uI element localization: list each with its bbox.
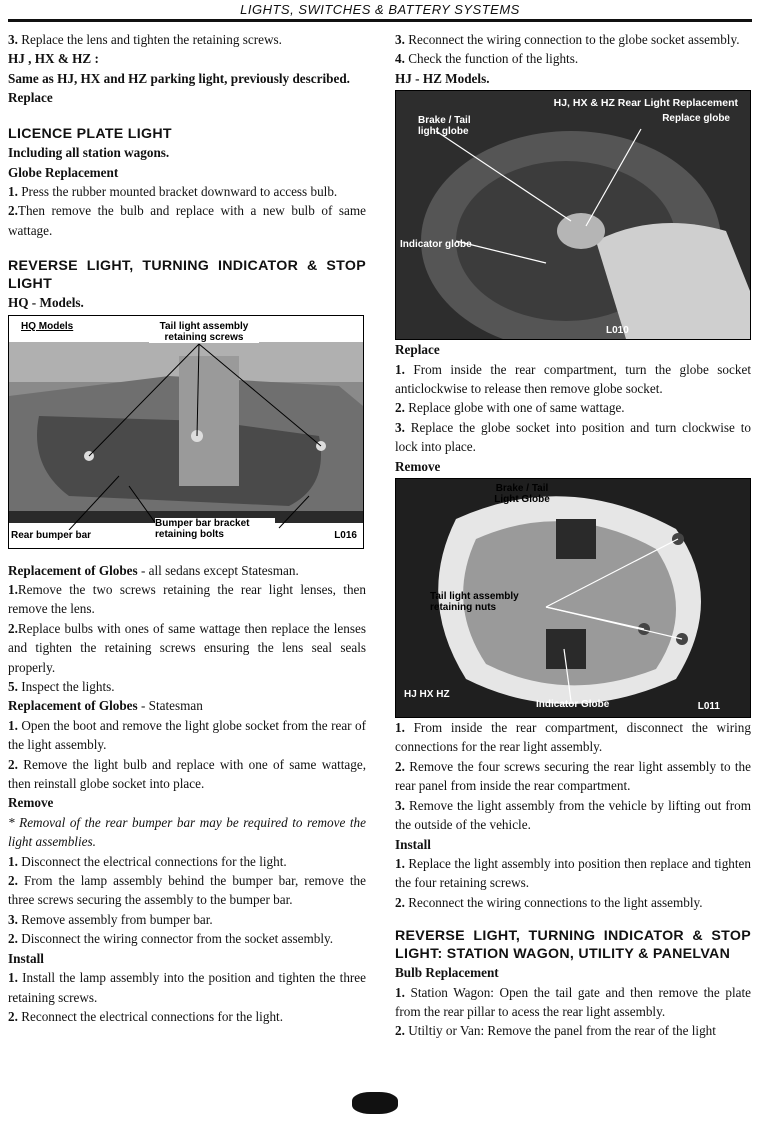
brake-tail-label: Brake / Tail light globe	[418, 115, 471, 138]
step: 2. From the lamp assembly behind the bumper bar, remove the three screws securing the assembly to the bumper bar.	[8, 873, 367, 908]
subheading-install: Install	[395, 836, 431, 852]
figure-l011	[395, 478, 751, 718]
figure-corner-label: HQ Models	[21, 320, 74, 332]
step: 2. Disconnect the wiring connector from the socket assembly.	[8, 931, 334, 947]
note-hj: Same as HJ, HX and HZ parking light, previously described.	[8, 70, 350, 86]
step: 2. Replace globe with one of same wattage.	[395, 400, 625, 416]
header-title: LIGHTS, SWITCHES & BATTERY SYSTEMS	[240, 2, 520, 17]
figure-code: L010	[606, 325, 629, 337]
step: 1. From inside the rear compartment, turn the globe socket anticlockwise to release then remove globe socket.	[395, 361, 751, 397]
replacement-heading-statesman: Replacement of Globes - Statesman	[8, 698, 203, 714]
step: 2.Then remove the bulb and replace with a new bulb of same wattage.	[8, 203, 366, 238]
page-header	[0, 0, 760, 22]
figure-l016-drawing	[9, 316, 363, 548]
subheading-install: Install	[8, 950, 44, 966]
section-heading-reverse: REVERSE LIGHT, TURNING INDICATOR & STOP LIGHT	[8, 258, 366, 292]
left-column	[8, 30, 366, 1026]
step: 1.Remove the two screws retaining the rear light lenses, then remove the lens.	[8, 581, 366, 617]
subheading-replace: Replace	[395, 342, 440, 358]
models-label: HJ HX HZ	[404, 689, 450, 701]
step: 2. Reconnect the wiring connections to the light assembly.	[395, 894, 703, 910]
figure-l016	[8, 315, 364, 549]
step: 2. Reconnect the electrical connections for the light.	[8, 1008, 283, 1024]
step: 1. Station Wagon: Open the tail gate and then remove the plate from the rear pillar to acess the rear light assembly.	[395, 984, 751, 1019]
brake-tail-label: Brake / Tail Light Globe	[494, 483, 550, 506]
replace-globe-label: Replace globe	[662, 113, 730, 125]
subheading-remove: Remove	[8, 795, 54, 811]
step: 2.Replace bulbs with ones of same wattage then replace the lenses and tighten the retaining screws ensuring the lens seal seals properly.	[8, 620, 366, 675]
step: 3. Remove the light assembly from the vehicle by lifting out from the outside of the vehicle.	[395, 797, 752, 833]
figure-code: L016	[334, 529, 357, 541]
subheading-replace: Replace	[8, 90, 53, 106]
step: 1. Disconnect the electrical connections for the light.	[8, 853, 287, 869]
step: 1. From inside the rear compartment, disconnect the wiring connections for the rear light assembly.	[395, 720, 751, 755]
step: 2. Remove the four screws securing the rear light assembly to the rear panel from inside the rear compartment.	[395, 758, 752, 794]
step: 4. Check the function of the lights.	[395, 51, 579, 67]
header-rule	[8, 19, 752, 22]
replacement-heading: Replacement of Globes - all sedans except Statesman.	[8, 562, 299, 578]
tail-nuts-label: Tail light assembly retaining nuts	[430, 591, 519, 614]
tail-light-label: Tail light assembly retaining screws	[149, 321, 259, 343]
subheading-bulb-replacement: Bulb Replacement	[395, 965, 499, 981]
step: 3. Reconnect the wiring connection to the globe socket assembly.	[395, 32, 740, 47]
bracket-bolts-label: Bumper bar bracket retaining bolts	[155, 518, 275, 540]
subheading-hj: HJ , HX & HZ :	[8, 51, 99, 67]
removal-note: * Removal of the rear bumper bar may be required to remove the light assemblies.	[8, 814, 366, 850]
step: 1. Replace the light assembly into position then replace and tighten the four retaining screws.	[395, 855, 751, 891]
figure-l010	[395, 90, 751, 340]
step: 3. Replace the globe socket into position and turn clockwise to lock into place.	[395, 419, 751, 455]
step: 1. Install the lamp assembly into the position and tighten the three retaining screws.	[8, 970, 367, 1005]
subheading-remove: Remove	[395, 458, 441, 474]
right-column	[395, 30, 751, 1041]
indicator-label: Indicator globe	[400, 239, 472, 251]
step: 5. Inspect the lights.	[8, 679, 115, 694]
step: 1. Open the boot and remove the light globe socket from the rear of the light assembly.	[8, 717, 367, 753]
step: 2. Remove the light bulb and replace with one of same wattage, then reinstall globe socket into place.	[8, 756, 367, 792]
subheading-globe-replacement: Globe Replacement	[8, 164, 119, 180]
page-number-mark	[352, 1092, 398, 1114]
figure-code: L011	[697, 701, 720, 713]
step: 3. Remove assembly from bumper bar.	[8, 911, 213, 927]
figure-title: HJ, HX & HZ Rear Light Replacement	[553, 97, 738, 110]
step: 2. Utiltiy or Van: Remove the panel from the rear of the light	[395, 1023, 716, 1039]
subheading-hj-hz: HJ - HZ Models.	[395, 70, 490, 86]
section-heading-licence: LICENCE PLATE LIGHT	[8, 125, 172, 142]
rear-bumper-label: Rear bumper bar	[11, 529, 92, 541]
step: 3. Replace the lens and tighten the retaining screws.	[8, 32, 282, 47]
indicator-label: Indicator Globe	[536, 699, 610, 711]
section-heading-wagon: REVERSE LIGHT, TURNING INDICATOR & STOP LIGHT: STATION WAGON, UTILITY & PANELVAN	[395, 928, 751, 962]
step: 1. Press the rubber mounted bracket downward to access bulb.	[8, 183, 338, 199]
licence-subtitle: Including all station wagons.	[8, 145, 170, 161]
subheading-hq: HQ - Models.	[8, 295, 84, 311]
